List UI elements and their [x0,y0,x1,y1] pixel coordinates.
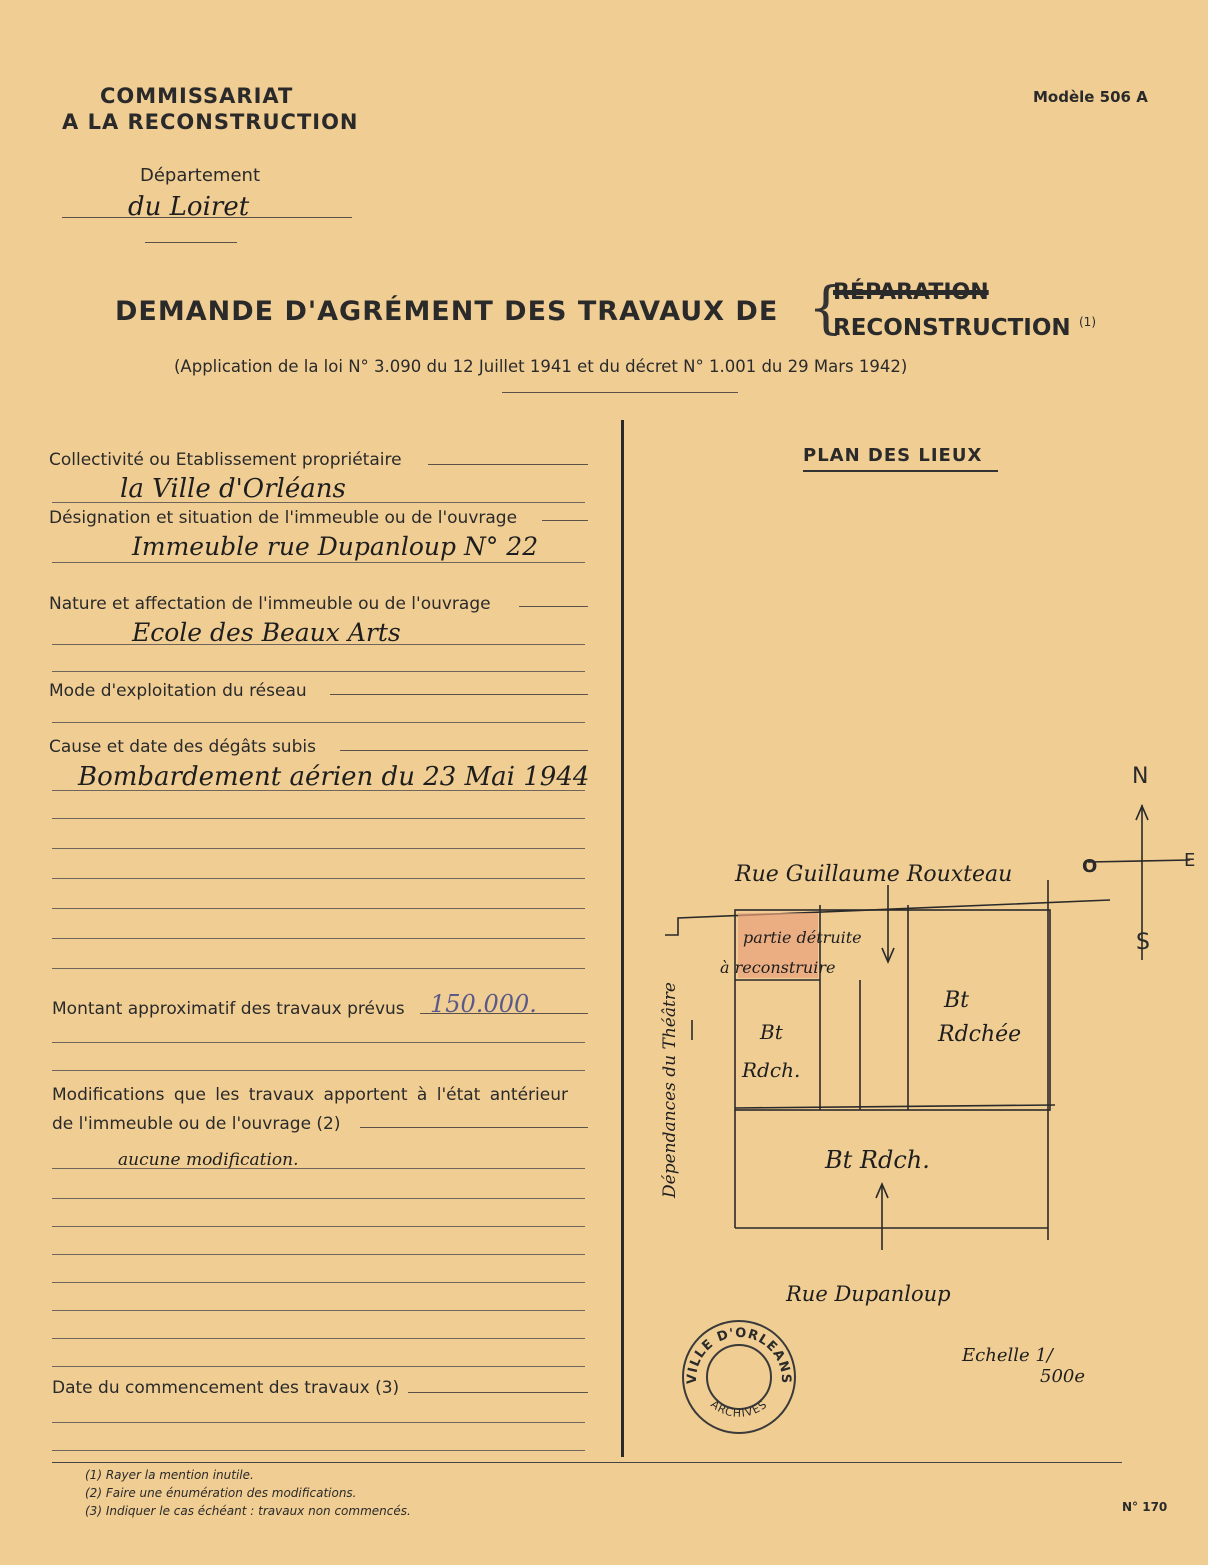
cause-label: Cause et date des dégâts subis [49,737,316,757]
montant-leader [420,1013,588,1014]
form-line [52,790,585,791]
form-line [52,848,585,849]
form-line [52,1042,585,1043]
form-line [52,1070,585,1071]
footnote-2: (2) Faire une énumération des modifications. [85,1486,357,1500]
designation-label: Désignation et situation de l'immeuble ou de l'ouvrage [49,508,518,528]
form-line [52,1282,585,1283]
proprietaire-label: Collectivité ou Etablissement propriétaire [49,450,402,470]
mode-label: Mode d'exploitation du réseau [49,681,307,701]
departement-line [62,217,352,218]
stamp-bottom-text: ARCHIVES [708,1397,770,1420]
subtitle-underline [502,392,738,393]
form-line [52,644,585,645]
modifications-value: aucune modification. [118,1150,299,1170]
stamp-top-text: VILLE D'ORLEANS [684,1325,794,1385]
option-note-ref: (1) [1079,315,1096,329]
svg-text:ARCHIVES [708,1398,770,1420]
form-line [52,1226,585,1227]
footnote-divider [52,1462,1122,1463]
bldg-left-line2: Rdch. [742,1058,801,1082]
form-line [52,502,585,503]
form-line [52,1310,585,1311]
proprietaire-value: la Ville d'Orléans [120,474,346,504]
form-line [52,1338,585,1339]
montant-value: 150.000. [430,990,537,1018]
title-brace: { [808,276,844,341]
archives-stamp [680,1318,798,1440]
document-title: DEMANDE D'AGRÉMENT DES TRAVAUX DE [115,296,779,327]
compass-n-label: N [1132,764,1149,789]
bldg-bottom-label: Bt Rdch. [825,1146,930,1174]
form-line [52,1168,585,1169]
date-leader [408,1392,588,1393]
modele-label: Modèle 506 A [1033,88,1148,106]
nature-value: Ecole des Beaux Arts [132,618,401,647]
form-line [52,562,585,563]
cause-value: Bombardement aérien du 23 Mai 1944 [78,762,590,792]
plan-heading-underline [803,470,998,472]
nature-label: Nature et affectation de l'immeuble ou de l'ouvrage [49,594,491,614]
bldg-left-line1: Bt [760,1020,783,1044]
compass-o-label: O [1082,856,1098,877]
modifications-leader [360,1127,588,1128]
modifications-label-line2: de l'immeuble ou de l'ouvrage (2) [52,1114,341,1134]
plan-heading: PLAN DES LIEUX [803,445,983,466]
form-line [52,878,585,879]
modifications-label-line1: Modifications que les travaux apportent à l'état antérieur [52,1085,568,1105]
montant-label: Montant approximatif des travaux prévus [52,999,405,1019]
compass-e-label: E [1184,850,1196,871]
form-line [52,1254,585,1255]
form-line [52,722,585,723]
form-line [52,1422,585,1423]
scale-line1: Echelle 1/ [962,1345,1053,1366]
title-subtitle: (Application de la loi N° 3.090 du 12 Juillet 1941 et du décret N° 1.001 du 29 Mars 1942) [174,357,908,376]
designation-value: Immeuble rue Dupanloup N° 22 [132,532,539,561]
side-label: Dépendances du Théâtre [660,982,680,1198]
compass-ew-line [1088,860,1190,862]
site-plan-drawing [630,750,1200,1310]
page-number: N° 170 [1122,1500,1168,1514]
bldg-right-line1: Bt [944,988,970,1013]
column-divider [621,420,624,1457]
mode-leader [330,694,588,695]
bldg-right-line2: Rdchée [938,1022,1022,1047]
hatched-label-line2: à reconstruire [720,958,836,977]
form-line [52,968,585,969]
cause-leader [340,750,588,751]
org-line-2: A LA RECONSTRUCTION [62,110,359,134]
form-line [52,818,585,819]
designation-leader [542,520,588,521]
hatched-label-line1: partie détruite [743,928,862,947]
footnote-3: (3) Indiquer le cas échéant : travaux non commencés. [85,1504,411,1518]
date-label: Date du commencement des travaux (3) [52,1378,400,1398]
form-line [52,908,585,909]
compass-s-label: S [1136,930,1150,955]
departement-value: du Loiret [128,192,250,222]
org-line-1: COMMISSARIAT [100,84,294,108]
proprietaire-leader [428,464,588,465]
street-top-label: Rue Guillaume Rouxteau [735,862,1013,887]
form-line [52,671,585,672]
footnote-1: (1) Rayer la mention inutile. [85,1468,254,1482]
form-line [52,1366,585,1367]
scale-line2: 500e [1040,1366,1086,1387]
street-bottom-label: Rue Dupanloup [786,1282,951,1306]
form-line [52,1198,585,1199]
departement-label: Département [140,165,260,186]
nature-leader [519,606,588,607]
option-reparation-struck: RÉPARATION [833,280,989,305]
option-reconstruction: RECONSTRUCTION [833,315,1071,341]
header-divider [145,242,237,243]
form-line [52,1450,585,1451]
form-line [52,938,585,939]
building-cross-line [735,1105,1055,1108]
